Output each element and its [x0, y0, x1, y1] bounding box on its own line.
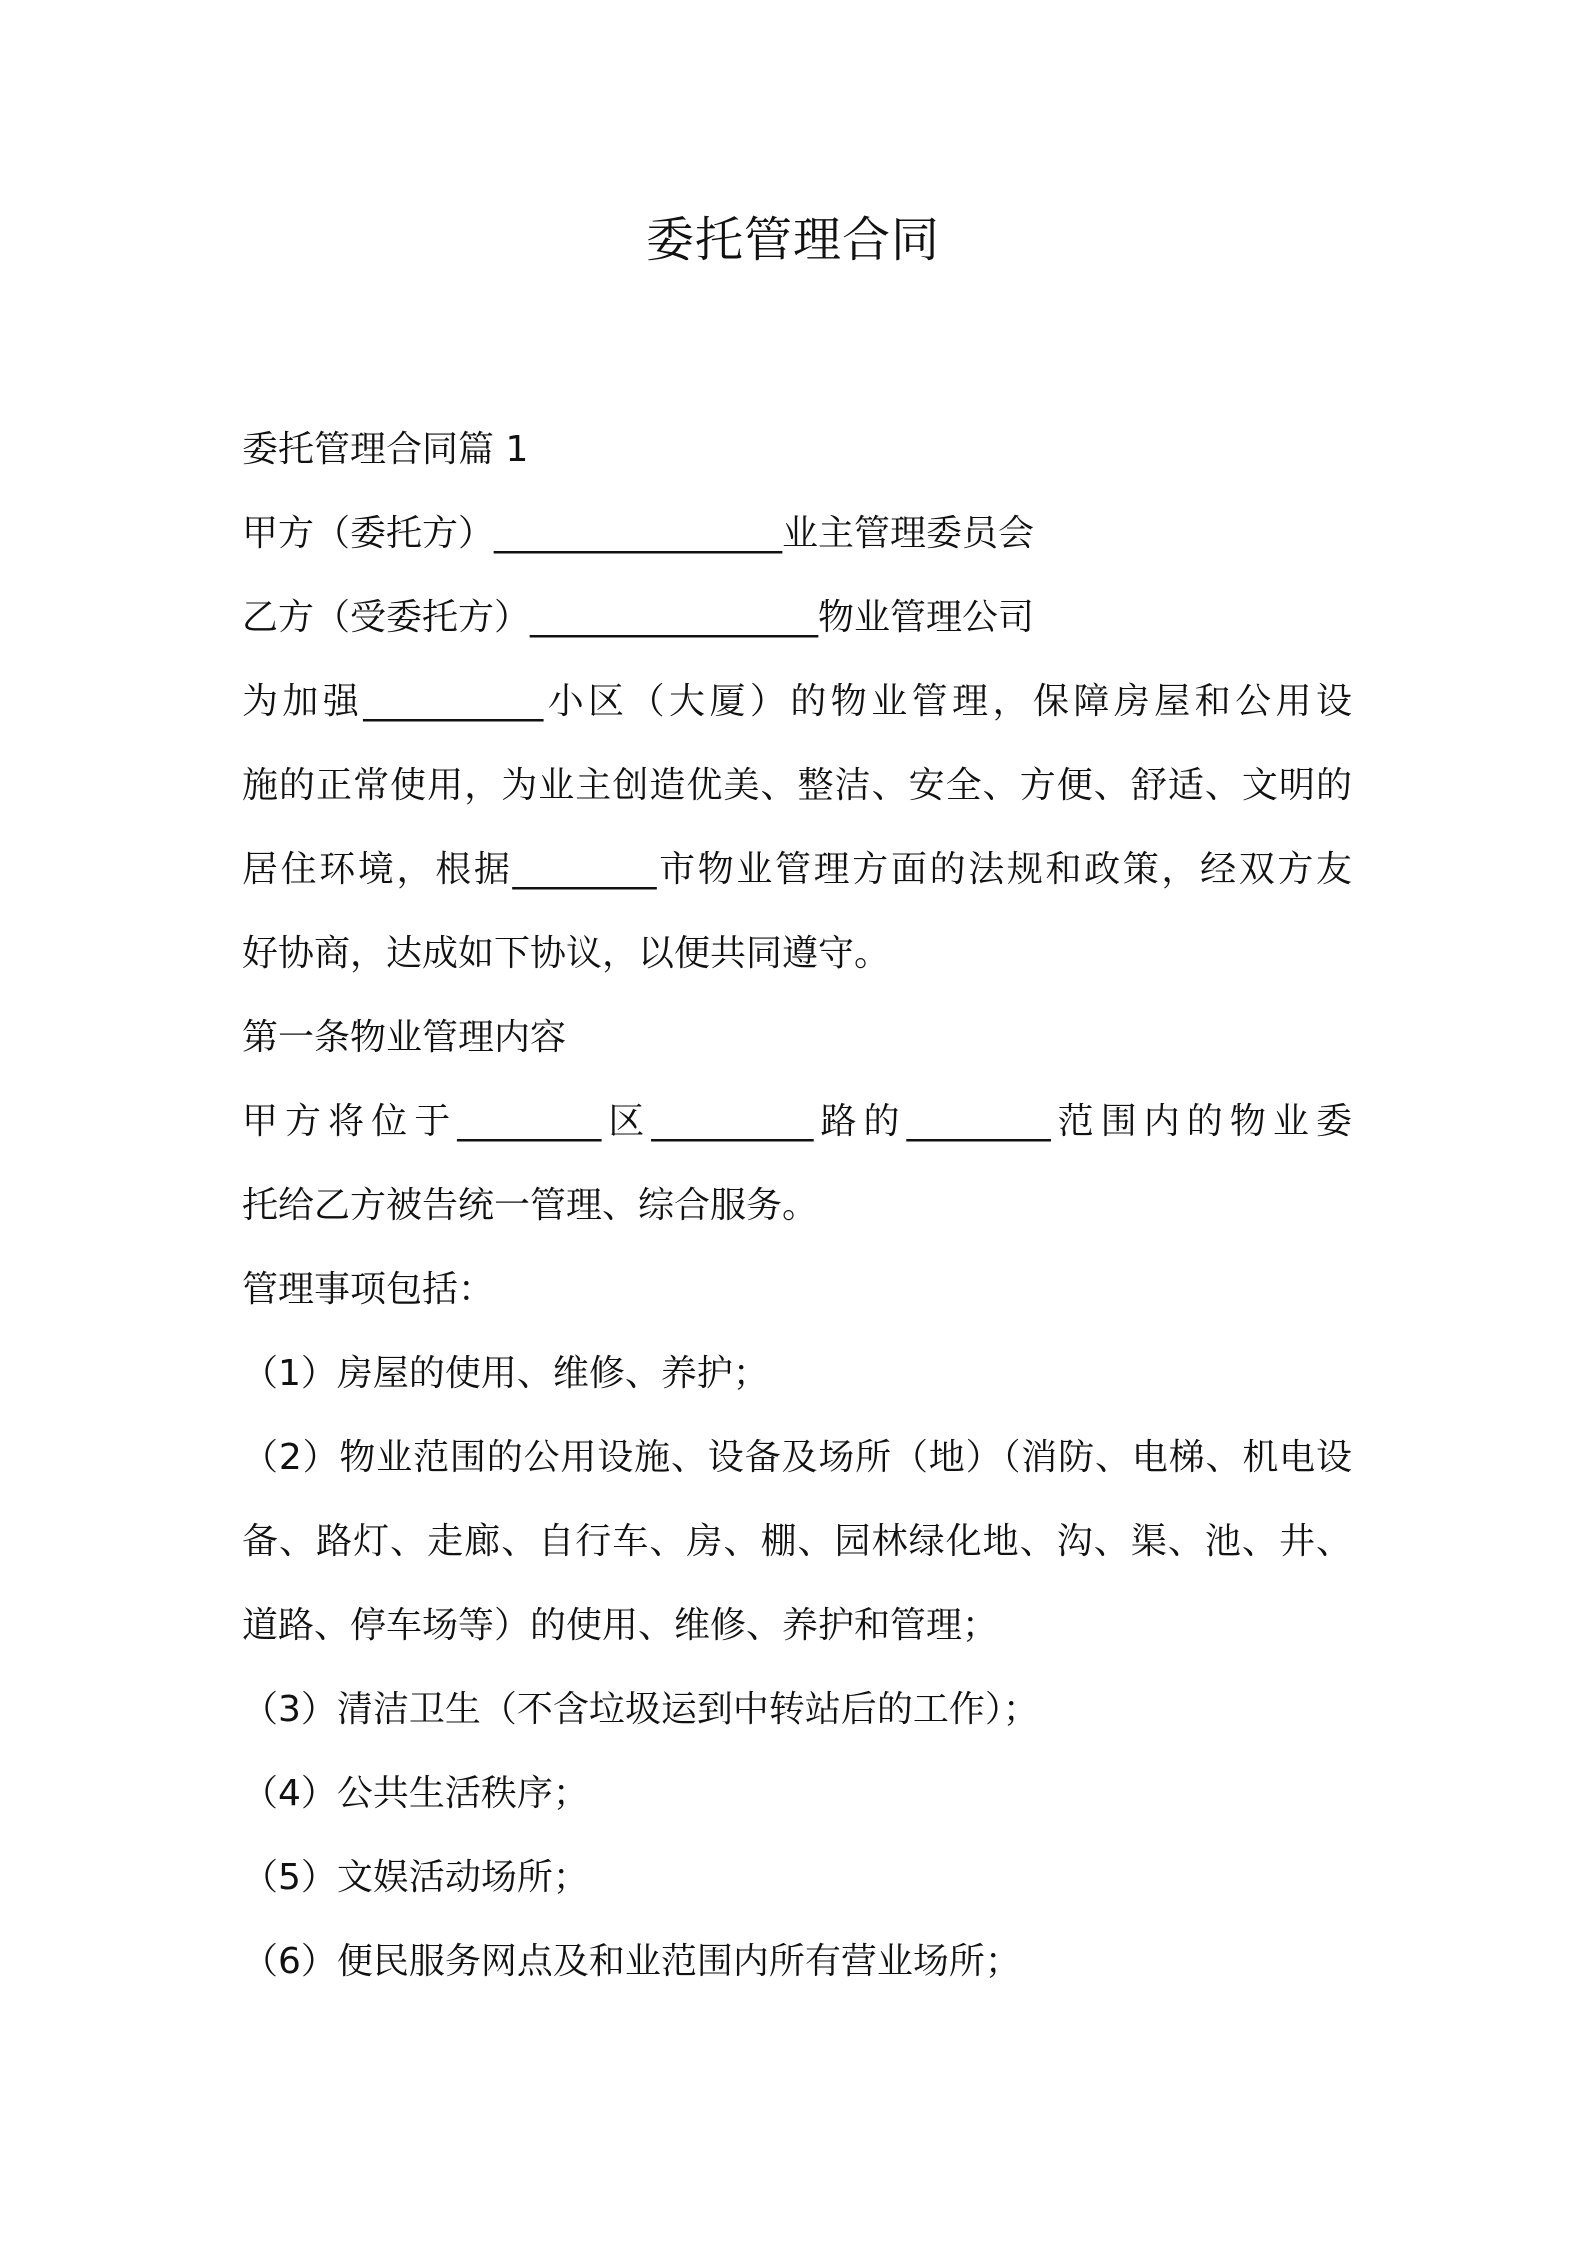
- paragraph-line: 好协商，达成如下协议，以便共同遵守。: [242, 933, 891, 974]
- list-item: （5）文娱活动场所；: [242, 1857, 589, 1898]
- list-item: （3）清洁卫生（不含垃圾运到中转站后的工作）；: [242, 1689, 1039, 1730]
- list-item: （6）便民服务网点及和业范围内所有营业场所；: [242, 1941, 1021, 1982]
- list-intro: 管理事项包括：: [242, 1269, 495, 1310]
- list-item: （2）物业范围的公用设施、设备及场所（地）（消防、电梯、机电设: [242, 1437, 1352, 1478]
- list-item-continuation: 道路、停车场等）的使用、维修、养护和管理；: [242, 1605, 999, 1646]
- paragraph-line: 托给乙方被告统一管理、综合服务。: [242, 1185, 819, 1226]
- list-item: （4）公共生活秩序；: [242, 1773, 589, 1814]
- paragraph-line: 甲方将位于________区_________路的________范围内的物业委: [242, 1101, 1352, 1142]
- paragraph-line: 居住环境，根据________市物业管理方面的法规和政策，经双方友: [242, 849, 1352, 890]
- section-heading: 委托管理合同篇 1: [242, 429, 529, 470]
- paragraph-line: 为加强__________小区（大厦）的物业管理，保障房屋和公用设: [242, 681, 1352, 722]
- paragraph-line: 施的正常使用，为业主创造优美、整洁、安全、方便、舒适、文明的: [242, 765, 1352, 806]
- party-b-line: 乙方（受委托方）________________物业管理公司: [242, 597, 1035, 638]
- list-item-continuation: 备、路灯、走廊、自行车、房、棚、园林绿化地、沟、渠、池、井、: [242, 1521, 1352, 1562]
- list-item: （1）房屋的使用、维修、养护；: [242, 1353, 769, 1394]
- document-body: [242, 408, 1352, 2004]
- article-heading: 第一条物业管理内容: [242, 1017, 567, 1058]
- document-title: 委托管理合同: [645, 212, 940, 268]
- party-a-line: 甲方（委托方）________________业主管理委员会: [242, 513, 1035, 554]
